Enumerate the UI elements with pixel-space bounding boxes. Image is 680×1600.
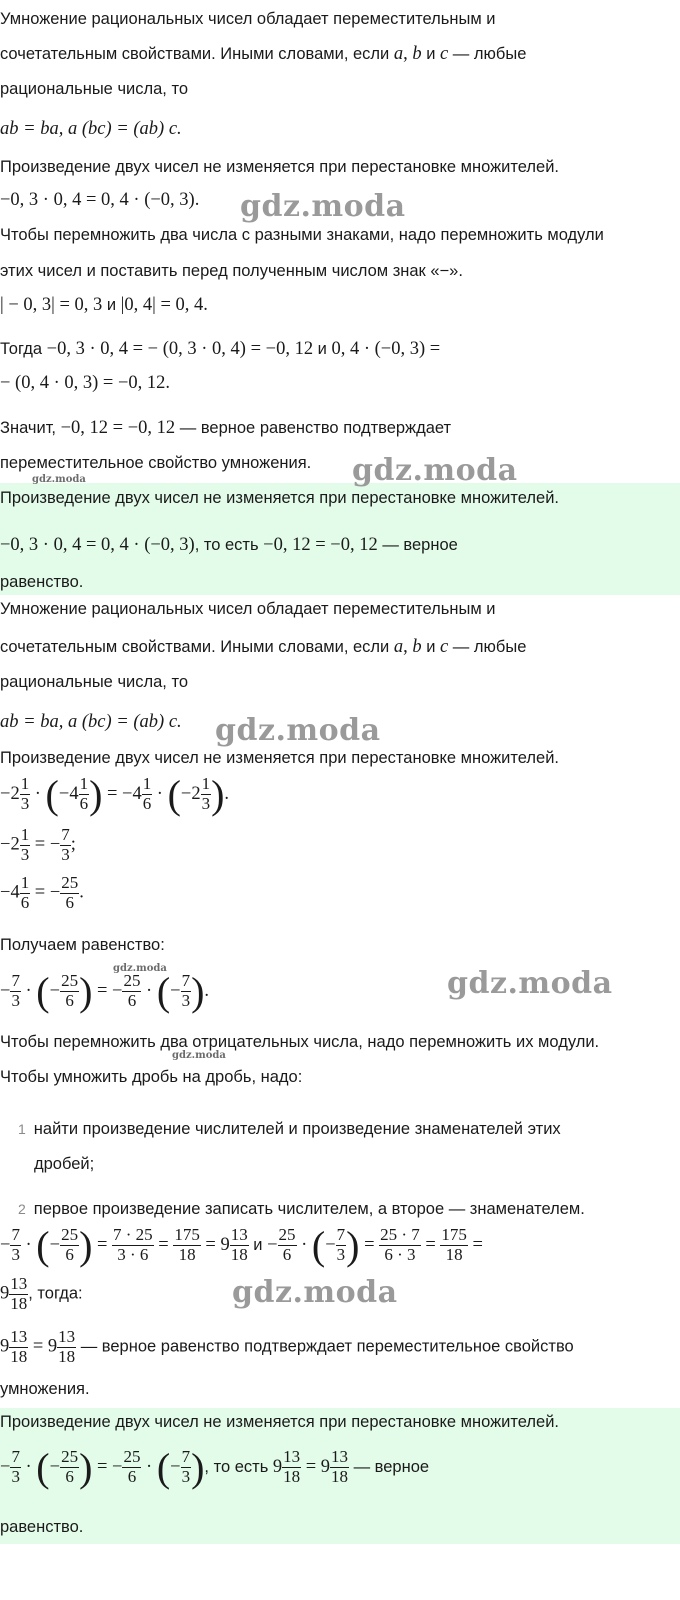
fraction-equation: 9 $\frac{13}{18}$ = 9 $\frac{13}{18}$ — верное равенство подтверждает переместительное свойство (0, 1327, 574, 1366)
watermark-small: gdz.moda (113, 963, 167, 974)
answer-equation: −0, 3 · 0, 4 = 0, 4 · (−0, 3), то есть −0, 12 = −0, 12 — верное (0, 535, 458, 555)
paragraph: рациональные числа, то (0, 80, 189, 98)
paragraph: Получаем равенство: (0, 936, 165, 954)
fraction-equation: − $\frac{7}{3}$ · (− $\frac{25}{6}$ ) = − $\frac{25}{6}$ · (− $\frac{7}{3}$ ). (0, 969, 210, 1014)
paragraph: Умножение рациональных чисел обладает переместительным и (0, 600, 496, 618)
fraction-equation: 9 $\frac{13}{18}$ , тогда: (0, 1274, 83, 1313)
equation: Тогда −0, 3 · 0, 4 = − (0, 3 · 0, 4) = −0, 12 и 0, 4 · (−0, 3) = (0, 339, 441, 359)
watermark (232, 1275, 398, 1310)
watermark-text: gdz.moda (352, 453, 518, 488)
watermark-text: gdz.moda (215, 713, 381, 748)
watermark-small: gdz.moda (32, 474, 86, 485)
fraction-equation: − $\frac{7}{3}$ · (− $\frac{25}{6}$ ) = $\frac{7 \cdot 25}{3 \cdot 6}$ = $\frac{175}{18}$ = 9 $\frac{13}{18}$ и − $\frac{25}{6}$ · (− $\frac{7}{3}$ ) = $\frac{25 \cdot 7}{6 \cdot 3}$ = $\frac{175}{18}$ = (0, 1223, 483, 1268)
fraction-equation: −2 $\frac{1}{3}$ = − $\frac{7}{3}$ ; (0, 825, 76, 864)
paragraph: Чтобы перемножить два числа с разными знаками, надо перемножить модули (0, 226, 604, 244)
watermark (447, 966, 613, 1001)
answer-text: равенство. (0, 573, 84, 591)
paragraph: переместительное свойство умножения. (0, 454, 312, 472)
formula: ab = ba, a (bc) = (ab) c. (0, 119, 182, 139)
paragraph: Значит, −0, 12 = −0, 12 — верное равенство подтверждает (0, 418, 452, 438)
equation: −0, 3 · 0, 4 = 0, 4 · (−0, 3). (0, 190, 200, 210)
watermark-text: gdz.moda (240, 189, 406, 224)
equation: − (0, 4 · 0, 3) = −0, 12. (0, 373, 171, 393)
watermark (240, 189, 406, 224)
paragraph: сочетательным свойствами. Иными словами, если a, b и c — любые (0, 637, 527, 657)
paragraph: Чтобы перемножить два отрицательных числа, надо перемножить их модули. (0, 1033, 600, 1051)
answer-text: Произведение двух чисел не изменяется при перестановке множителей. (0, 1413, 559, 1431)
list-item: 1 найти произведение числителей и произведение знаменателей этих (18, 1120, 561, 1138)
answer-text: равенство. (0, 1518, 84, 1536)
watermark-text: gdz.moda (447, 966, 613, 1001)
watermark (215, 713, 381, 748)
watermark-small: gdz.moda (172, 1050, 226, 1061)
paragraph: Произведение двух чисел не изменяется при перестановке множителей. (0, 749, 559, 767)
paragraph: этих чисел и поставить перед полученным числом знак «−». (0, 262, 463, 280)
fraction-equation: −4 $\frac{1}{6}$ = − $\frac{25}{6}$ . (0, 873, 84, 912)
list-item-continuation: дробей; (34, 1155, 95, 1173)
answer-fraction-equation: − $\frac{7}{3}$ · (− $\frac{25}{6}$ ) = − $\frac{25}{6}$ · (− $\frac{7}{3}$ ), то есть 9 $\frac{13}{18}$ = 9 $\frac{13}{18}$ — верное (0, 1445, 430, 1490)
paragraph: Умножение рациональных чисел обладает переместительным и (0, 10, 496, 28)
paragraph: рациональные числа, то (0, 673, 189, 691)
paragraph: Произведение двух чисел не изменяется при перестановке множителей. (0, 158, 559, 176)
watermark-text: gdz.moda (232, 1275, 398, 1310)
fraction-equation: −2 $\frac{1}{3}$ · (−4 $\frac{1}{6}$ ) = −4 $\frac{1}{6}$ · (−2 $\frac{1}{3}$ ). (0, 772, 230, 817)
list-item: 2 первое произведение записать числителем, а второе — знаменателем. (18, 1200, 585, 1218)
equation: | − 0, 3| = 0, 3 и |0, 4| = 0, 4. (0, 295, 208, 315)
paragraph: Чтобы умножить дробь на дробь, надо: (0, 1068, 303, 1086)
paragraph: умножения. (0, 1380, 90, 1398)
formula: ab = ba, a (bc) = (ab) c. (0, 712, 182, 732)
paragraph: сочетательным свойствами. Иными словами, если a, b и c — любые (0, 44, 527, 64)
watermark (352, 453, 518, 488)
answer-text: Произведение двух чисел не изменяется при перестановке множителей. (0, 489, 559, 507)
